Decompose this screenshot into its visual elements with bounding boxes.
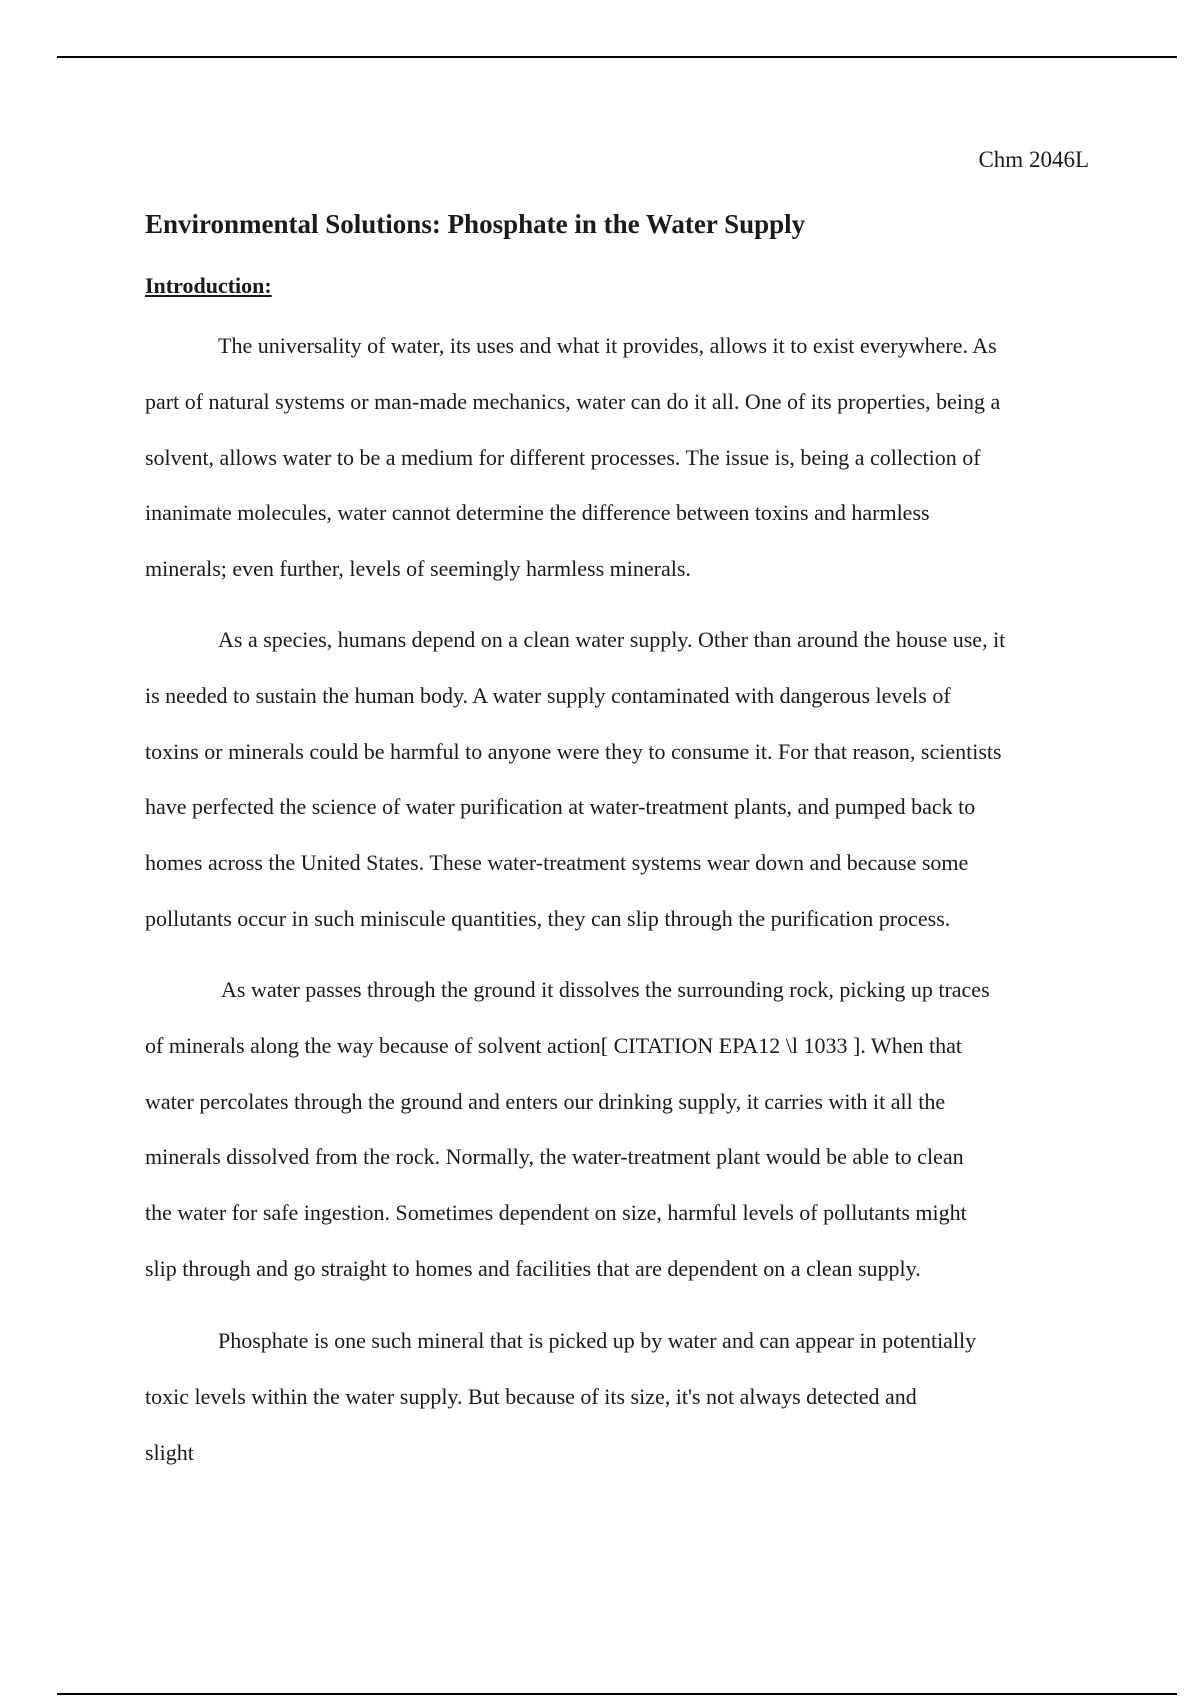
paragraph-line: The universality of water, its uses and what it provides, allows it to exist everywhere. As [218, 333, 997, 358]
paragraph-line: Phosphate is one such mineral that is picked up by water and can appear in potentially [218, 1328, 977, 1353]
paragraph-line: minerals; even further, levels of seemingly harmless minerals. [145, 556, 691, 582]
paragraph-line: toxins or minerals could be harmful to anyone were they to consume it. For that reason, scientists [145, 738, 1002, 764]
course-code: Chm 2046L [978, 147, 1089, 172]
paragraph-line: the water for safe ingestion. Sometimes dependent on size, harmful levels of pollutants might [145, 1200, 967, 1226]
document-title: Environmental Solutions: Phosphate in the Water Supply [145, 209, 806, 239]
paragraph-line: slip through and go straight to homes and facilities that are dependent on a clean supply. [145, 1255, 921, 1281]
paragraph-line: solvent, allows water to be a medium for different processes. The issue is, being a collection of [145, 444, 981, 470]
paragraph-line: is needed to sustain the human body. A water supply contaminated with dangerous levels of [145, 682, 951, 708]
paragraph-line: As water passes through the ground it dissolves the surrounding rock, picking up traces [221, 977, 990, 1002]
paragraph-line: homes across the United States. These water-treatment systems wear down and because some [145, 850, 969, 876]
paragraph-line: part of natural systems or man-made mechanics, water can do it all. One of its properties, being a [145, 388, 1001, 414]
paragraph-line: toxic levels within the water supply. But because of its size, it's not always detected and [145, 1383, 917, 1409]
paragraph-line: As a species, humans depend on a clean water supply. Other than around the house use, it [218, 627, 1006, 652]
paragraph-2 [145, 612, 1089, 947]
paragraph-line: inanimate molecules, water cannot determine the difference between toxins and harmless [145, 500, 930, 526]
top-border-rule [57, 56, 1177, 58]
paragraph-line: slight [145, 1439, 194, 1465]
paragraph-line: of minerals along the way because of solvent action[ CITATION EPA12 \l 1033 ]. When that [145, 1032, 962, 1058]
paragraph-1 [145, 318, 1089, 597]
bottom-border-rule [57, 1693, 1177, 1695]
paragraph-line: have perfected the science of water purification at water-treatment plants, and pumped back to [145, 794, 976, 820]
section-heading-introduction: Introduction: [145, 273, 272, 298]
paragraph-line: water percolates through the ground and enters our drinking supply, it carries with it all the [145, 1088, 946, 1114]
paragraph-3 [145, 962, 1089, 1297]
paragraph-line: minerals dissolved from the rock. Normally, the water-treatment plant would be able to clean [145, 1144, 964, 1170]
paragraph-4 [145, 1313, 1089, 1480]
paragraph-line: pollutants occur in such miniscule quantities, they can slip through the purification process. [145, 905, 951, 931]
